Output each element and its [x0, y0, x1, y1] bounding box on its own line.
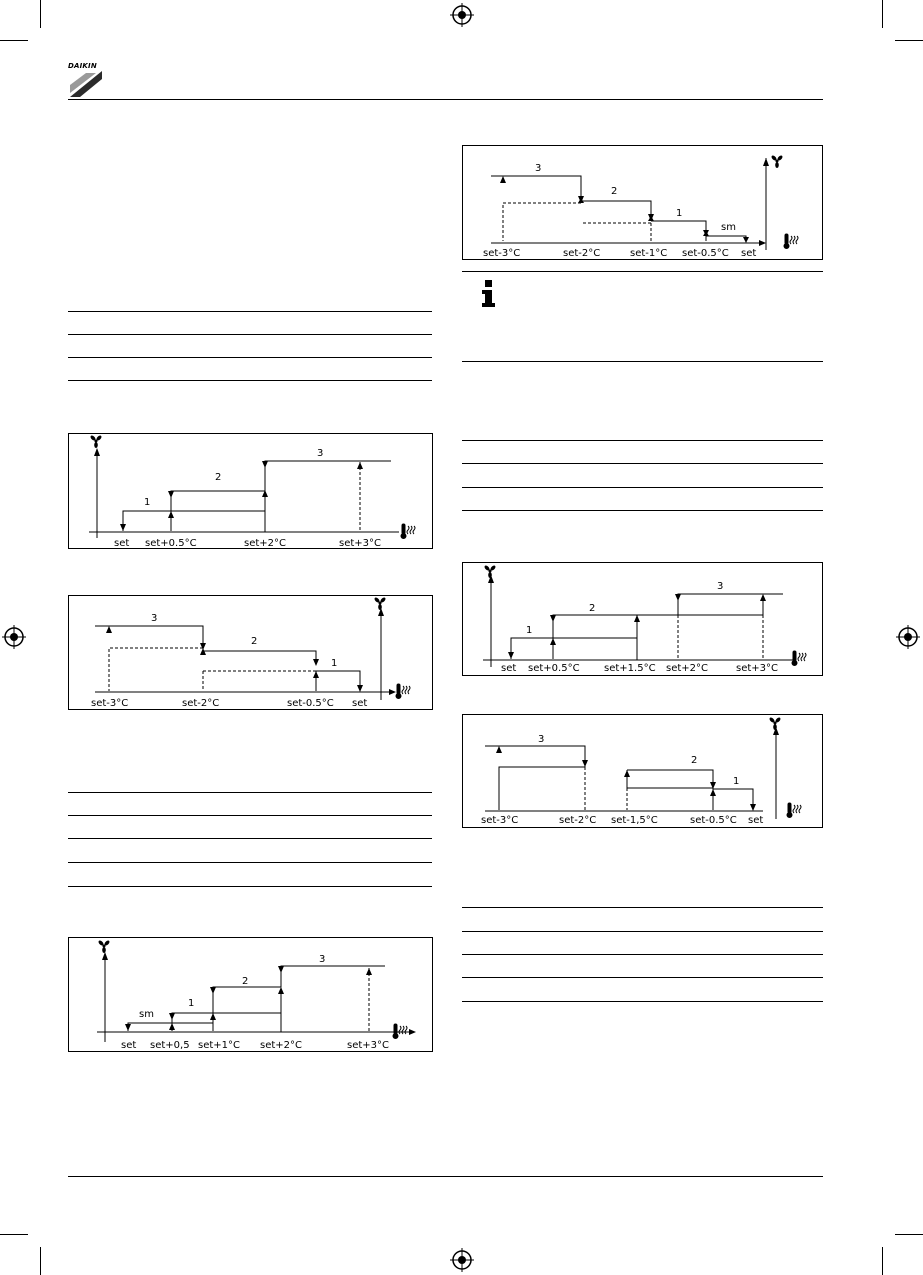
diagram-svg — [69, 434, 433, 549]
registration-mark-icon — [2, 625, 26, 649]
crop-mark — [895, 40, 923, 41]
logo-text: DAIKIN — [68, 62, 97, 70]
step-label: 2 — [251, 636, 258, 647]
thermometer-heat-icon — [393, 1024, 407, 1039]
step-label: 1 — [331, 658, 338, 669]
thermometer-heat-icon — [784, 234, 798, 249]
step-label: 1 — [676, 208, 683, 219]
fan-speed-diagram-heating — [68, 433, 433, 549]
tick-label: set — [121, 1040, 137, 1051]
tick-label: set-0.5°C — [690, 815, 737, 826]
crop-mark — [40, 0, 41, 28]
logo-mark — [68, 71, 104, 99]
table-rule — [68, 815, 432, 816]
tick-label: set-3°C — [481, 815, 519, 826]
thermometer-heat-icon — [401, 524, 415, 539]
crop-mark — [882, 1247, 883, 1275]
tick-label: set — [114, 538, 130, 549]
step-label: 3 — [319, 954, 326, 965]
tick-label: set+3°C — [339, 538, 382, 549]
fan-icon — [98, 940, 111, 953]
table-rule — [462, 510, 823, 511]
tick-label: set-0.5°C — [682, 248, 729, 259]
daikin-logo — [68, 62, 104, 100]
table-rule — [462, 954, 823, 955]
crop-mark — [0, 40, 28, 41]
footer-rule — [68, 1176, 823, 1177]
table-rule — [462, 1001, 823, 1002]
table-rule — [462, 463, 823, 464]
step-label: sm — [721, 222, 736, 233]
step-label: sm — [139, 1009, 154, 1020]
tick-label: set+3°C — [347, 1040, 390, 1051]
fan-speed-diagram-heating-alt — [462, 562, 823, 676]
tick-label: set-3°C — [91, 698, 129, 709]
tick-label: set+1°C — [198, 1040, 241, 1051]
tick-label: set+0.5°C — [145, 538, 197, 549]
tick-label: set-2°C — [182, 698, 220, 709]
table-rule — [68, 862, 432, 863]
fan-speed-diagram-cooling — [68, 595, 433, 710]
tick-label: set+3°C — [736, 663, 779, 674]
tick-label: set+2°C — [260, 1040, 303, 1051]
table-rule — [462, 487, 823, 488]
fan-icon — [374, 597, 387, 610]
note-rule — [462, 271, 823, 272]
tick-label: set-0.5°C — [287, 698, 334, 709]
step-label: 3 — [317, 448, 324, 459]
step-label: 3 — [717, 581, 724, 592]
tick-label: set+2°C — [244, 538, 287, 549]
table-rule — [68, 311, 432, 312]
diagram-svg — [463, 146, 823, 260]
header-rule — [68, 99, 823, 100]
table-rule — [462, 977, 823, 978]
table-rule — [68, 334, 432, 335]
tick-label: set — [741, 248, 757, 259]
table-rule — [68, 357, 432, 358]
step-label: 1 — [144, 497, 151, 508]
step-label: 2 — [691, 755, 698, 766]
fan-speed-diagram-heating-sm — [68, 937, 433, 1052]
table-rule — [68, 380, 432, 381]
crop-mark — [0, 1234, 28, 1235]
tick-label: set+1.5°C — [604, 663, 656, 674]
fan-icon — [769, 717, 782, 730]
diagram-svg — [463, 715, 823, 828]
table-rule — [462, 907, 823, 908]
diagram-svg — [69, 596, 433, 710]
tick-label: set-1°C — [630, 248, 668, 259]
tick-label: set — [501, 663, 517, 674]
tick-label: set+2°C — [666, 663, 709, 674]
tick-label: set-1,5°C — [611, 815, 658, 826]
table-rule — [68, 886, 432, 887]
crop-mark — [40, 1247, 41, 1275]
step-label: 1 — [733, 776, 740, 787]
fan-icon — [90, 435, 103, 448]
step-label: 3 — [538, 734, 545, 745]
step-label: 3 — [151, 613, 158, 624]
table-rule — [68, 792, 432, 793]
note-rule — [462, 361, 823, 362]
tick-label: set-2°C — [559, 815, 597, 826]
fan-speed-diagram-cooling-alt — [462, 714, 823, 828]
tick-label: set+0.5°C — [528, 663, 580, 674]
registration-mark-icon — [450, 1248, 474, 1272]
step-label: 1 — [188, 998, 195, 1009]
thermometer-heat-icon — [792, 651, 806, 666]
table-rule — [462, 440, 823, 441]
tick-label: set — [352, 698, 368, 709]
tick-label: set — [748, 815, 764, 826]
table-rule — [68, 838, 432, 839]
tick-label: set-3°C — [483, 248, 521, 259]
step-label: 1 — [526, 625, 533, 636]
crop-mark — [882, 0, 883, 28]
diagram-svg — [463, 563, 823, 676]
fan-speed-diagram-cooling-sm — [462, 145, 823, 260]
fan-icon — [771, 155, 784, 168]
registration-mark-icon — [896, 625, 920, 649]
tick-label: set+0,5 — [150, 1040, 190, 1051]
step-label: 2 — [215, 472, 222, 483]
registration-mark-icon — [450, 3, 474, 27]
tick-label: set-2°C — [563, 248, 601, 259]
table-rule — [462, 931, 823, 932]
fan-icon — [484, 565, 497, 578]
step-label: 2 — [611, 186, 618, 197]
step-label: 2 — [589, 603, 596, 614]
thermometer-heat-icon — [787, 803, 801, 818]
info-icon — [481, 280, 495, 308]
step-label: 3 — [535, 163, 542, 174]
crop-mark — [895, 1234, 923, 1235]
thermometer-heat-icon — [396, 684, 410, 699]
diagram-svg — [69, 938, 433, 1052]
step-label: 2 — [242, 976, 249, 987]
